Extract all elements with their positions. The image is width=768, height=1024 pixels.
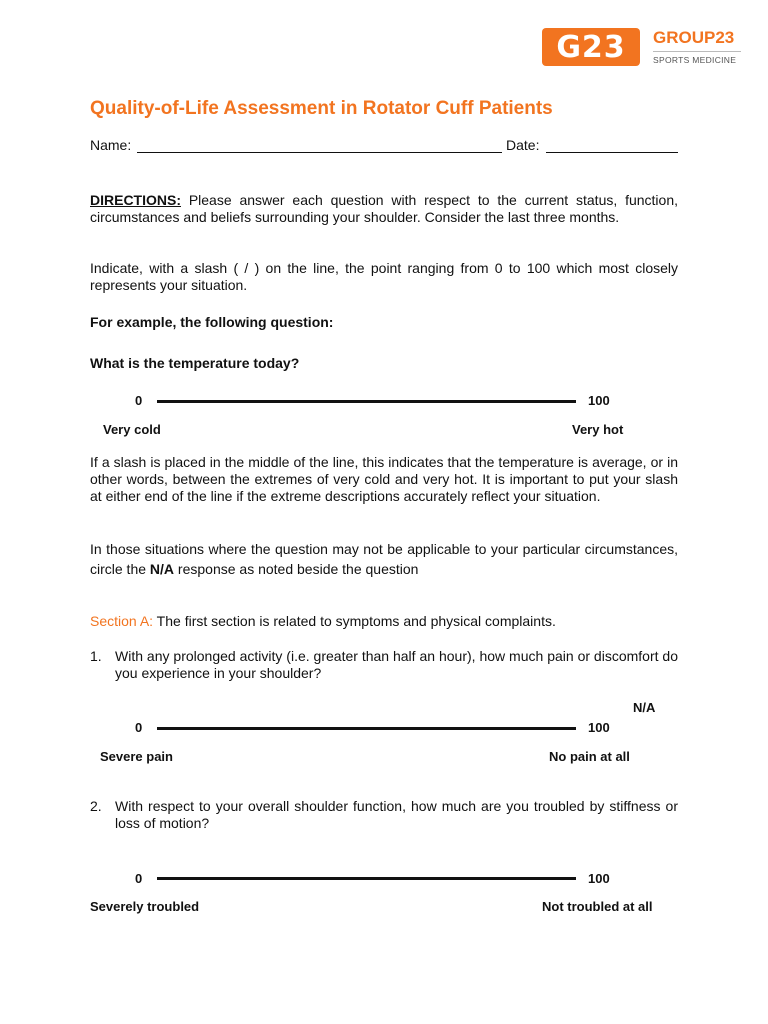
indicate-paragraph: Indicate, with a slash ( / ) on the line, the point ranging from 0 to 100 which most closely represents your situation. (90, 260, 678, 293)
directions-label: DIRECTIONS: (90, 192, 181, 208)
question-1-right-anchor: No pain at all (549, 749, 630, 764)
example-explanation: If a slash is placed in the middle of the line, this indicates that the temperature is average, or in other words, between the extremes of very cold and very hot. It is important to put your slash at either end of the line if the extreme descriptions accurately reflect your situation. (90, 454, 678, 504)
question-1-scale-min: 0 (135, 720, 143, 735)
page-title: Quality-of-Life Assessment in Rotator Cuff Patients (90, 98, 553, 119)
question-2-scale-line[interactable] (157, 877, 576, 880)
example-right-anchor: Very hot (572, 422, 624, 437)
example-scale-line[interactable] (157, 400, 576, 403)
brand-name: GROUP23 (653, 28, 735, 47)
example-left-anchor: Very cold (103, 422, 161, 437)
example-scale-min: 0 (135, 393, 143, 408)
na-instruction-post: response as noted beside the question (174, 561, 419, 577)
question-1-number: 1. (90, 648, 102, 664)
group23-logo-mark: G23 (542, 28, 640, 66)
section-a-text: The first section is related to symptoms and physical complaints. (153, 613, 556, 629)
question-2-scale-min: 0 (135, 871, 143, 886)
question-1-left-anchor: Severe pain (100, 749, 173, 764)
question-2-text: With respect to your overall shoulder function, how much are you troubled by stiffness or loss of motion? (115, 798, 678, 831)
name-label: Name: (90, 137, 132, 153)
question-1-scale-line[interactable] (157, 727, 576, 730)
brand-subtitle: SPORTS MEDICINE (653, 55, 737, 65)
example-intro: For example, the following question: (90, 314, 334, 330)
question-2-number: 2. (90, 798, 102, 814)
example-question: What is the temperature today? (90, 355, 300, 371)
section-a-heading (90, 613, 678, 630)
na-instruction-pre: In those situations where the question may not be applicable to your particular circumstances, circle the (90, 541, 678, 577)
date-label: Date: (506, 137, 540, 153)
directions-paragraph (90, 192, 678, 226)
brand-divider (653, 51, 741, 52)
na-instruction (90, 539, 678, 579)
example-scale-max: 100 (588, 393, 610, 408)
question-1-scale-max: 100 (588, 720, 610, 735)
na-instruction-bold: N/A (149, 561, 175, 577)
question-1-na-option[interactable]: N/A (633, 700, 656, 715)
question-2-left-anchor: Severely troubled (90, 899, 200, 914)
question-2-right-anchor: Not troubled at all (542, 899, 653, 914)
question-1-text: With any prolonged activity (i.e. greater than half an hour), how much pain or discomfort do you experience in your shoulder? (115, 648, 678, 681)
section-a-label: Section A: (90, 613, 154, 629)
question-2-scale-max: 100 (588, 871, 610, 886)
directions-text: Please answer each question with respect to the current status, function, circumstances and beliefs surrounding your shoulder. Consider the last three months. (90, 192, 678, 225)
name-field[interactable] (137, 152, 502, 153)
date-field[interactable] (546, 152, 678, 153)
